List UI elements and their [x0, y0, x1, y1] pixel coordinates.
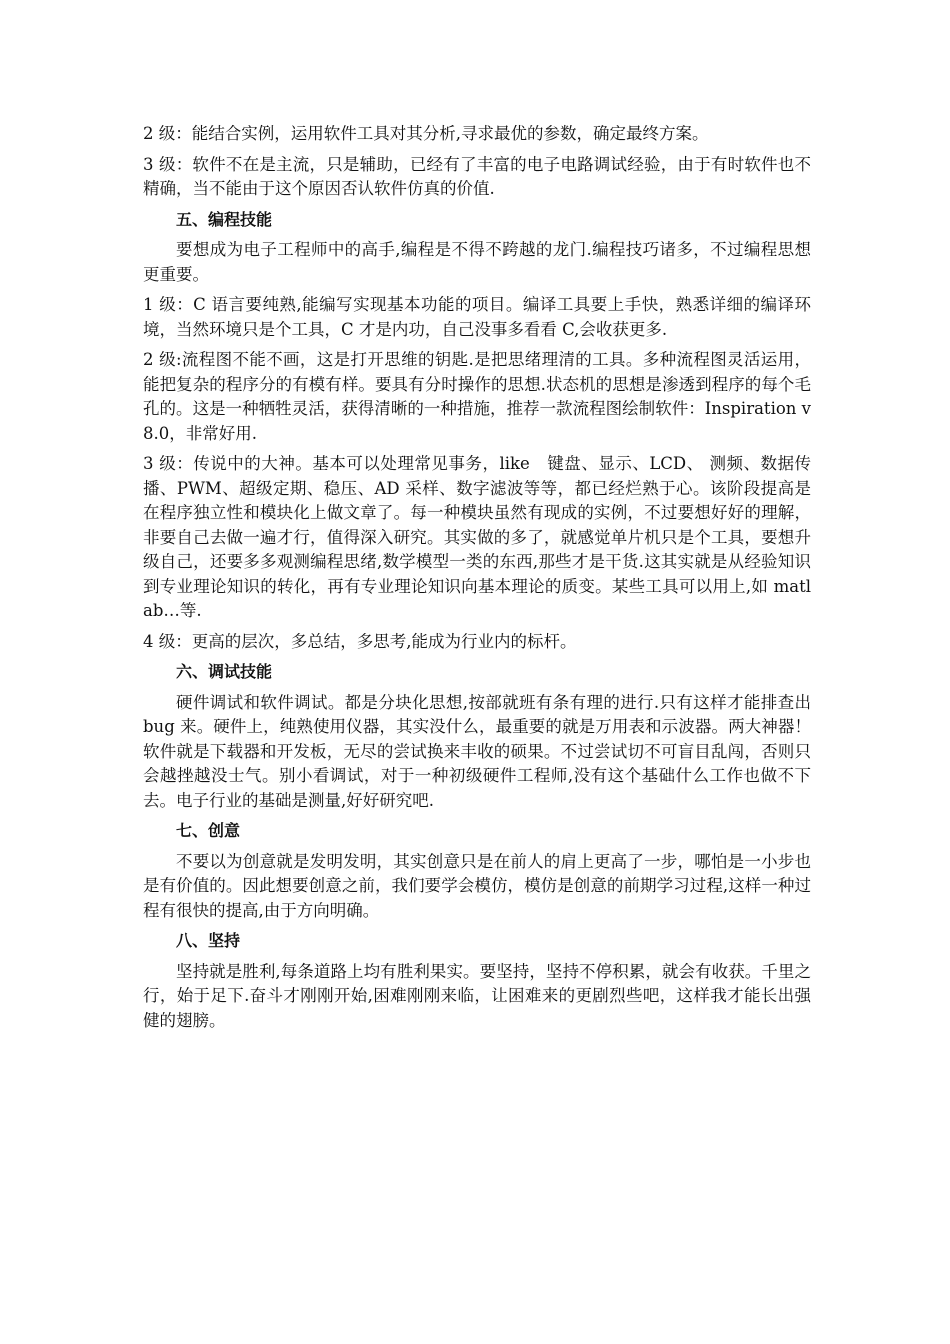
- programming-level-3-paragraph: 3 级：传说中的大神。基本可以处理常见事务，like 键盘、显示、LCD、 测频、数据传播、PWM、超级定期、稳压、AD 采样、数字滤波等等，都已经烂熟于心。该阶段提高是在程序独立性和模块化上做文章了。每一种模块虽然有现成的实例，不过要想好好的理解，非要自己去做一遍才行，值得深入研究。其实做的多了，就感觉单片机只是个工具，要想升级自己，还要多多观测编程思绪,数学模型一类的东西,那些才是干货.这其实就是从经验知识到专业理论知识的转化，再有专业理论知识向基本理论的质变。某些工具可以用上,如 matlab…等.: [143, 454, 811, 620]
- programming-level-4-paragraph: 4 级：更高的层次，多总结，多思考,能成为行业内的标杆。: [143, 631, 577, 651]
- level-2-software-paragraph: 2 级：能结合实例，运用软件工具对其分析,寻求最优的参数，确定最终方案。: [143, 124, 709, 143]
- programming-level-2-paragraph: 2 级:流程图不能不画，这是打开思维的钥匙.是把思绪理清的工具。多种流程图灵活运用，能把复杂的程序分的有模有样。要具有分时操作的思想.状态机的思想是渗透到程序的每个毛孔的。这是一种牺牲灵活，获得清晰的一种措施，推荐一款流程图绘制软件：Inspiration v8.0，非常好用.: [143, 350, 811, 443]
- section-heading-debugging: 六、调试技能: [176, 662, 273, 681]
- section-heading-programming: 五、编程技能: [176, 209, 273, 229]
- section-heading-creativity: 七、创意: [176, 821, 241, 840]
- programming-intro-paragraph: 要想成为电子工程师中的高手,编程是不得不跨越的龙门.编程技巧诸多，不过编程思想更重要。: [143, 240, 811, 284]
- creativity-paragraph: 不要以为创意就是发明发明，其实创意只是在前人的肩上更高了一步，哪怕是一小步也是有价值的。因此想要创意之前，我们要学会模仿，模仿是创意的前期学习过程,这样一种过程有很快的提高,由于方向明确。: [143, 851, 811, 920]
- document-page: [143, 122, 811, 1039]
- persistence-paragraph: 坚持就是胜利,每条道路上均有胜利果实。要坚持，坚持不停积累，就会有收获。千里之行，始于足下.奋斗才刚刚开始,困难刚刚来临，让困难来的更剧烈些吧，这样我才能长出强健的翅膀。: [143, 961, 811, 1030]
- level-3-software-paragraph: 3 级：软件不在是主流，只是辅助，已经有了丰富的电子电路调试经验，由于有时软件也不精确，当不能由于这个原因否认软件仿真的价值.: [143, 154, 811, 198]
- debugging-paragraph: 硬件调试和软件调试。都是分块化思想,按部就班有条有理的进行.只有这样才能排查出 bug 来。硬件上，纯熟使用仪器，其实没什么，最重要的就是万用表和示波器。两大神器！软件就是下载器和开发板，无尽的尝试换来丰收的硕果。不过尝试切不可盲目乱闯，否则只会越挫越没士气。别小看调试，对于一种初级硬件工程师,没有这个基础什么工作也做不下去。电子行业的基础是测量,好好研究吧.: [143, 692, 811, 810]
- programming-level-1-paragraph: 1 级：C 语言要纯熟,能编写实现基本功能的项目。编译工具要上手快，熟悉详细的编译环境，当然环境只是个工具，C 才是内功，自己没事多看看 C,会收获更多.: [143, 295, 811, 339]
- section-heading-persistence: 八、坚持: [176, 931, 241, 950]
